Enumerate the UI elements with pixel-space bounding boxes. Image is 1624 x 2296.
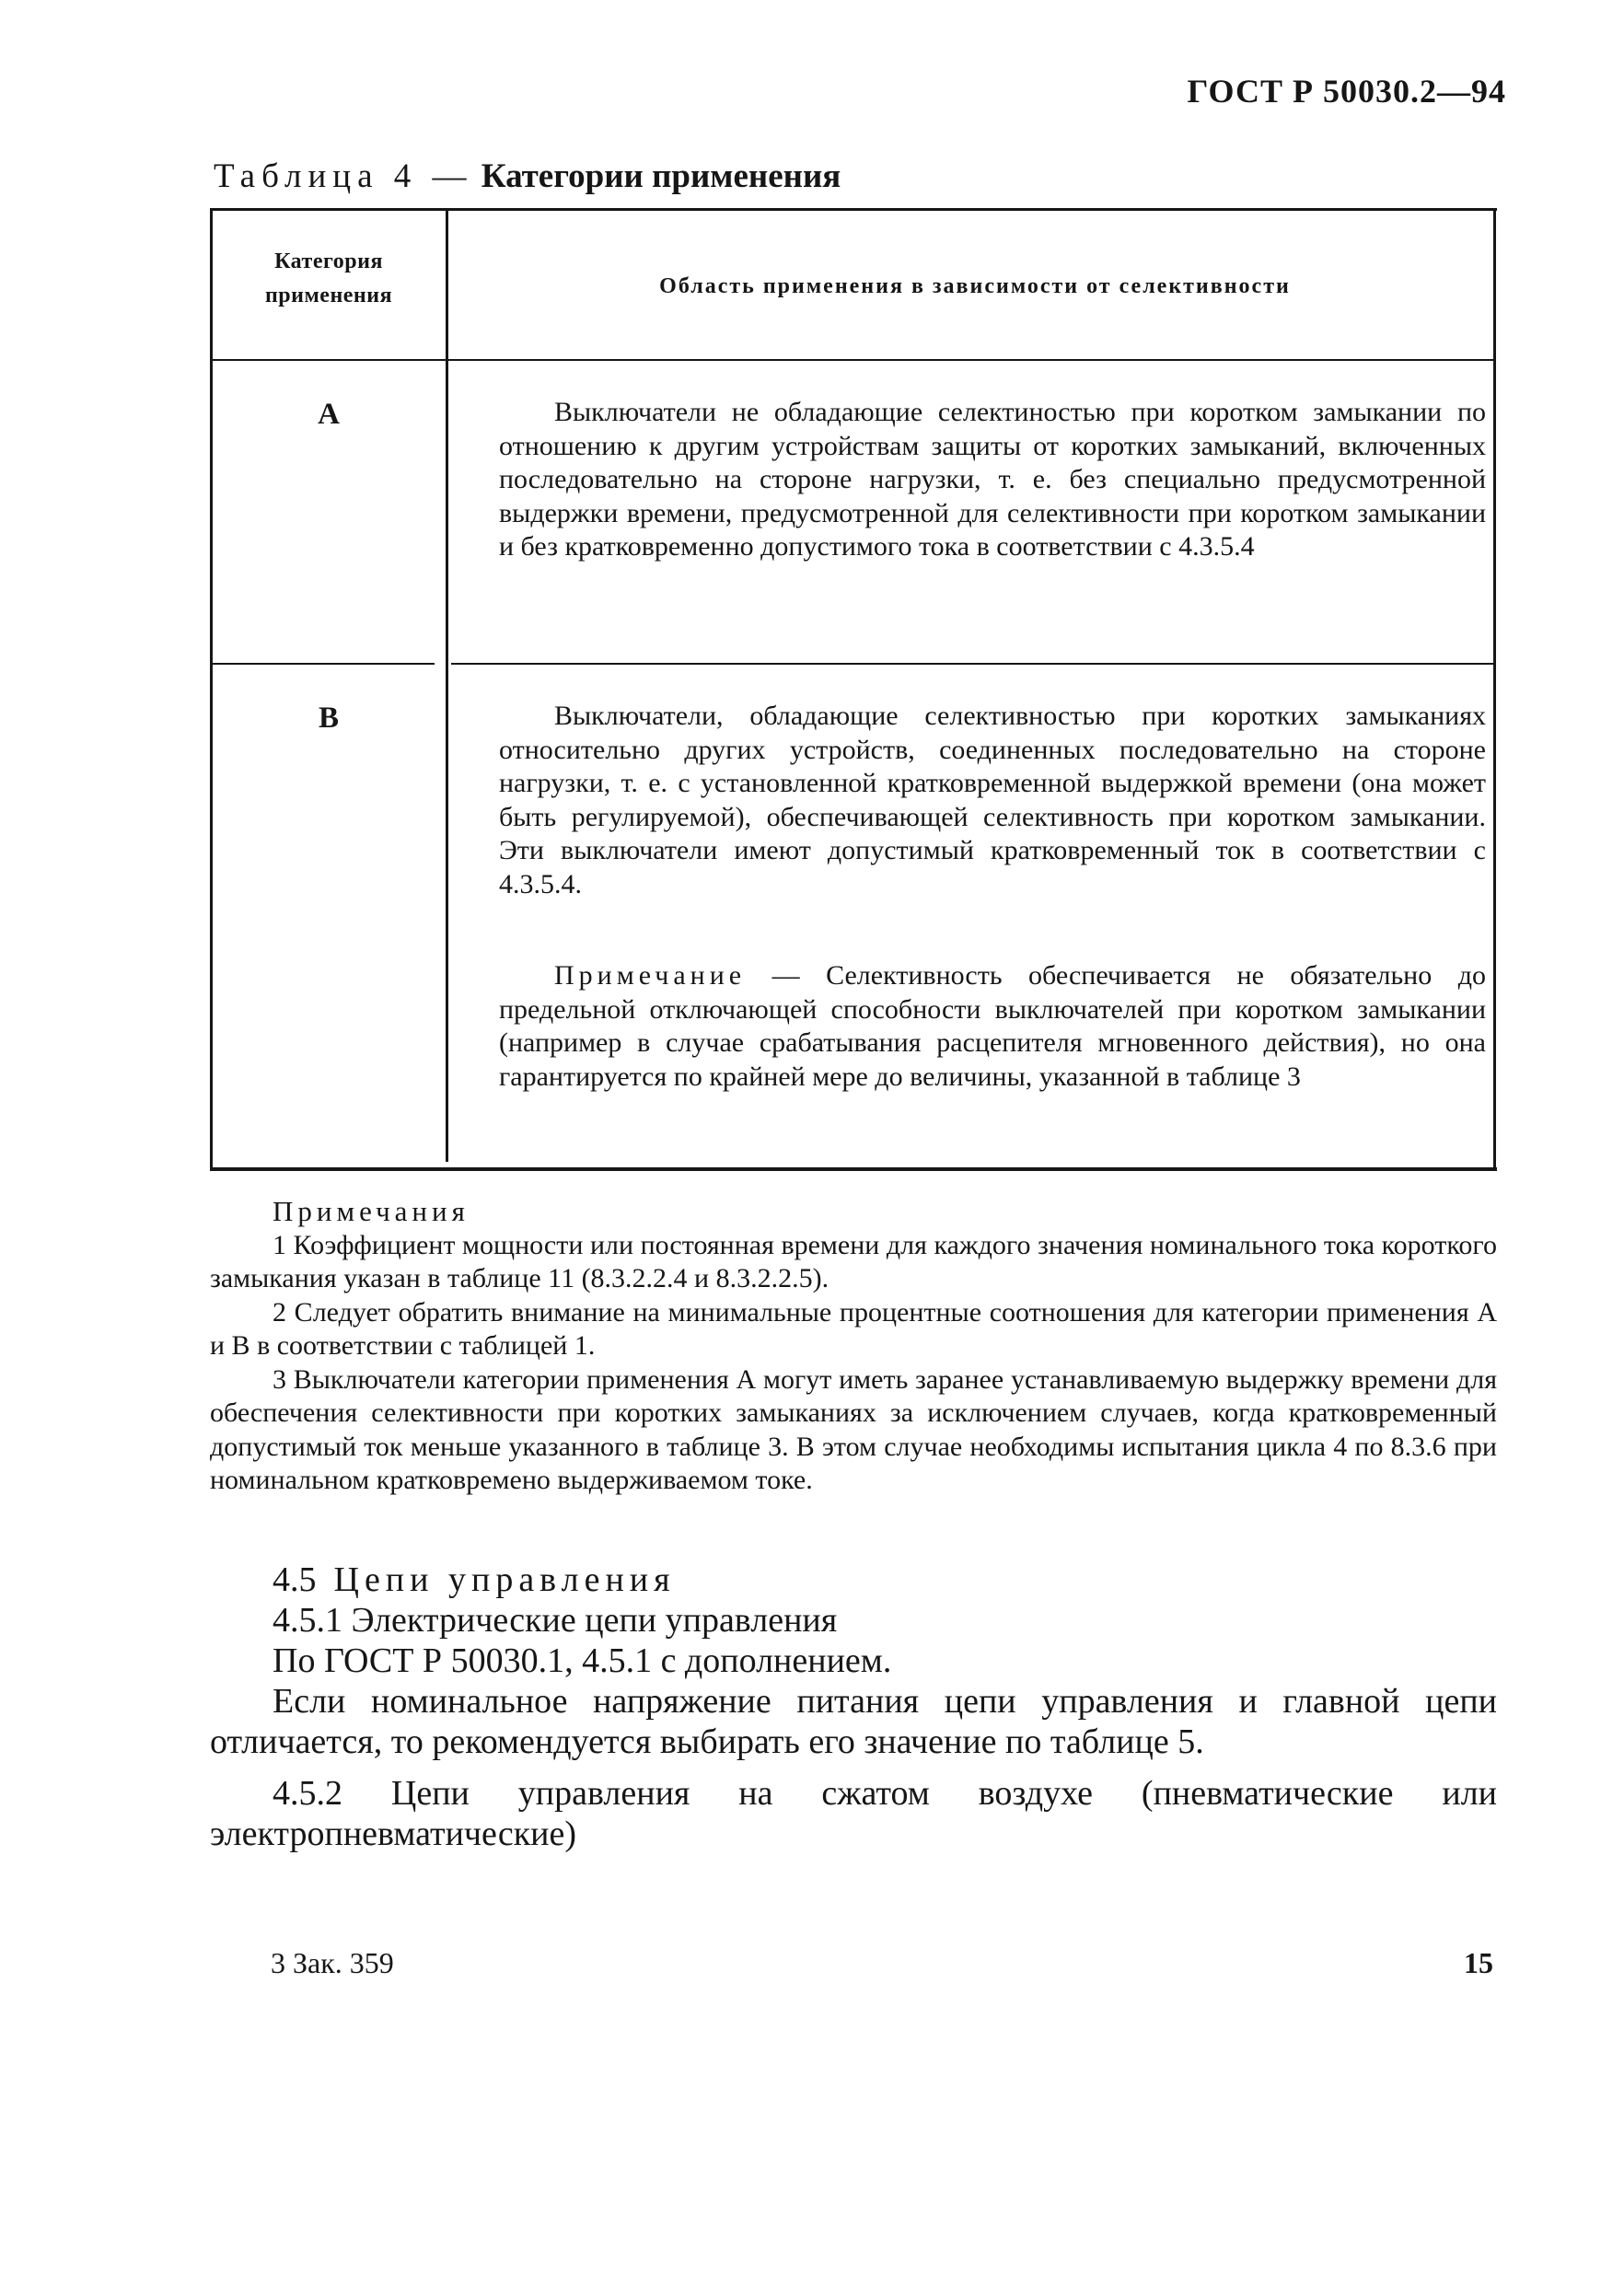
note-item-2: 2 Следует обратить внимание на минимальные процентные соотношения для категории применения А и В в соответствии с таблицей 1. [210, 1296, 1497, 1361]
section-heading [210, 1560, 1497, 1600]
header-divider-left [210, 359, 446, 361]
section-block [210, 1560, 1497, 1854]
subsection-4-5-1: 4.5.1 Электрические цепи управления [273, 1601, 838, 1640]
categories-table [210, 208, 1497, 1171]
row-divider-left [210, 663, 435, 665]
table-caption-prefix: Таблица 4 — [214, 157, 473, 195]
document-code: ГОСТ Р 50030.2—94 [1187, 73, 1506, 110]
table-left-border [210, 208, 213, 1171]
row-b-note [499, 959, 1486, 1094]
table-right-border [1493, 208, 1496, 1171]
table-column-divider [446, 208, 448, 1162]
table-bottom-border [210, 1167, 1497, 1171]
table-top-border [210, 208, 1497, 211]
row-b-note-label: Примечание [554, 960, 747, 991]
note-item-1: 1 Коэффициент мощности или постоянная времени для каждого значения номинального тока короткого замыкания указан в таблице 11 (8.3.2.2.4 и 8.3.2.2.5). [210, 1229, 1497, 1293]
row-b-text: Выключатели, обладающие селективностью при коротких замыканиях относительно других устройств, соединенных последовательно на стороне нагрузки, т. е. с установленной кратковременной выдержкой времени (она может быть регулируемой), обеспечивающей селективность при коротком замыкании. Эти выключатели имеют допустимый кратковременный ток в соответствии с 4.3.5.4. [499, 701, 1486, 899]
header-area: Область применения в зависимости от селективности [659, 274, 1291, 298]
notes-block [210, 1195, 1497, 1498]
footer-order-number: 3 Зак. 359 [271, 1946, 394, 1979]
header-divider-right [448, 359, 1496, 361]
row-a-text: Выключатели не обладающие селектиностью при коротком замыкании по отношению к другим устройствам защиты от коротких замыканий, включенных последовательно на стороне нагрузки, т. е. без специально предусмотренной выдержки времени, предусмотренной для селективности при коротком замыкании и без кратковременно допустимого тока в соответствии с 4.3.5.4 [499, 397, 1486, 562]
row-b-category: В [318, 702, 339, 735]
header-category: Категория применения [264, 249, 393, 307]
section-number: 4.5 [273, 1560, 317, 1599]
section-title: Цепи управления [333, 1560, 676, 1599]
row-divider-right [451, 663, 1496, 665]
row-a-category: А [318, 398, 340, 431]
row-b-note-text: — Селективность обеспечивается не обязательно до предельной отключающей способности выключателей при коротком замыкании (например в случае срабатывания расцепителя мгновенного действия), но она гарантируется по крайней мере до величины, указанной в таблице 3 [499, 960, 1486, 1092]
subsection-4-5-2: 4.5.2 Цепи управления на сжатом воздухе (пневматические или электропневматические) [210, 1774, 1497, 1853]
page-number: 15 [1464, 1946, 1493, 1979]
notes-title: Примечания [273, 1195, 470, 1227]
table-caption-title: Категории применения [481, 157, 841, 195]
standard-reference: По ГОСТ Р 50030.1, 4.5.1 с дополнением. [273, 1641, 892, 1680]
note-item-3: 3 Выключатели категории применения А могут иметь заранее устанавливаемую выдержку времени для обеспечения селективности при коротких замыканиях за исключением случаев, когда кратковременный допустимый ток меньше указанного в таблице 3. В этом случае необходимы испытания цикла 4 по 8.3.6 при номинальном кратковремено выдерживаемом токе. [210, 1363, 1497, 1495]
section-paragraph: Если номинальное напряжение питания цепи управления и главной цепи отличается, то рекомендуется выбирать его значение по таблице 5. [210, 1682, 1497, 1761]
table-caption [214, 157, 841, 196]
